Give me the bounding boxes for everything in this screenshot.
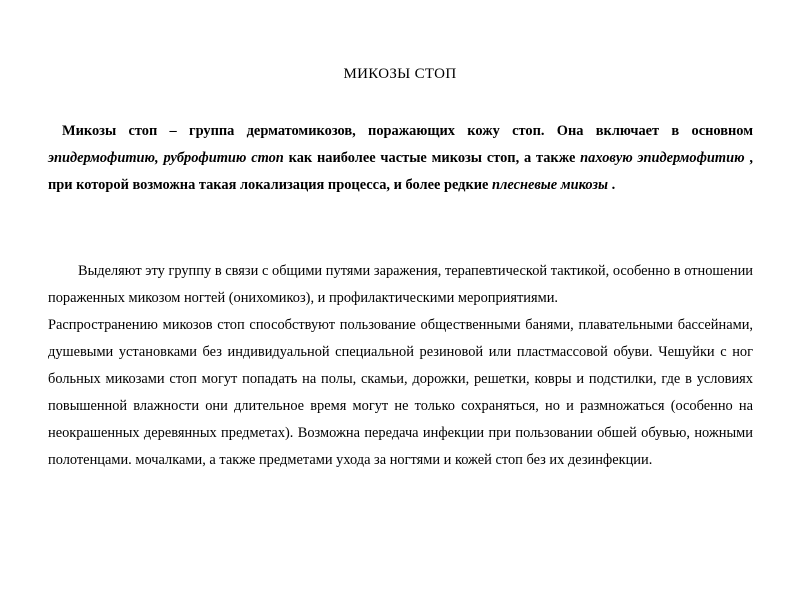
paragraph-definition-italic-3: плесневые микозы	[492, 177, 608, 193]
paragraph-definition-italic-2: паховую эпидермофитию	[580, 150, 745, 166]
paragraph-definition-text-1: Микозы стоп – группа дерматомикозов, поражающих кожу стоп. Она включает в основном	[62, 123, 753, 139]
paragraph-definition-italic-1: эпидермофитию, руброфитию стоп	[48, 150, 284, 166]
document-title: МИКОЗЫ СТОП	[343, 66, 457, 82]
paragraph-definition-text-4: .	[607, 177, 616, 193]
paragraph-definition-text-3: , при которой возможна такая локализация процесса, и более редкие	[48, 150, 753, 193]
paragraph-definition-text-2: как наиболее частые микозы стоп, а также	[283, 150, 581, 166]
paragraph-definition	[48, 118, 753, 199]
paragraph-grouping: Выделяют эту группу в связи с общими путями заражения, терапевтической тактикой, особенно в отношении пораженных микозом ногтей (онихомикоз), и профилактическими мероприятиями.	[48, 263, 753, 306]
paragraph-spread: Распространению микозов стоп способствуют пользование общественными банями, плавательными бассейнами, душевыми установками без индивидуальной специальной резиновой или пластмассовой обуви. Чешуйки с ног больных микозами стоп могут попадать на полы, скамьи, дорожки, решетки, ковры и подстилки, где в условиях повышенной влажности они длительное время могут не только сохраняться, но и размножаться (особенно на неокрашенных деревянных предметах). Возможна передача инфекции при пользовании обшей обувью, ножными полотенцами. мочалками, а также предметами ухода за ногтями и кожей стоп без их дезинфекции.	[48, 317, 753, 468]
